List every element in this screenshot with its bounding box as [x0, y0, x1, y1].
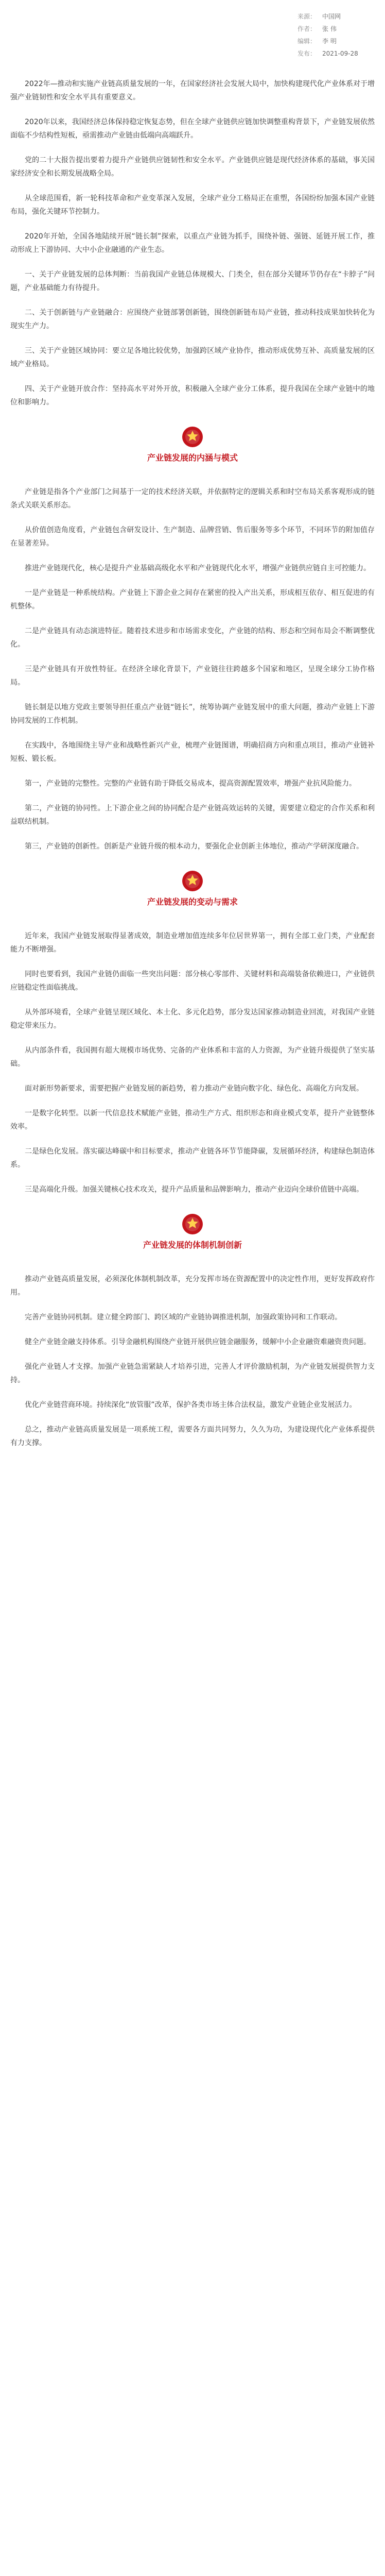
- meta-value: 张 伟: [322, 25, 337, 32]
- section-heading: [10, 426, 375, 473]
- paragraph: 一是数字化转型。以新一代信息技术赋能产业链，推动生产方式、组织形态和商业模式变革，提升产业链整体效率。: [10, 1109, 375, 1131]
- meta-row: [297, 23, 375, 35]
- section-title: 产业链发展的体制机制创新: [143, 1240, 242, 1250]
- paragraph: 产业链是指各个产业部门之间基于一定的技术经济关联，并依据特定的逻辑关系和时空布局关系客观形成的链条式关联关系形态。: [10, 488, 375, 510]
- paragraph: 从价值创造角度看，产业链包含研发设计、生产制造、品牌营销、售后服务等多个环节，不同环节的附加值存在显著差异。: [10, 526, 375, 548]
- paragraph: 链长制是以地方党政主要领导担任重点产业链“链长”，统筹协调产业链发展中的重大问题，推动产业链上下游协同发展的工作机制。: [10, 703, 375, 725]
- paragraph: 第三，产业链的创新性。创新是产业链升级的根本动力，要强化企业创新主体地位，推动产学研深度融合。: [25, 842, 363, 851]
- paragraph: 2020年开始，全国各地陆续开展“链长制”探索，以重点产业链为抓手，围绕补链、强链、延链开展工作，推动形成上下游协同、大中小企业融通的产业生态。: [10, 232, 375, 254]
- section-badge-icon: [181, 870, 204, 892]
- paragraph: 三是产业链具有开放性特征。在经济全球化背景下，产业链往往跨越多个国家和地区，呈现全球分工协作格局。: [10, 665, 375, 687]
- meta-row: [297, 47, 375, 60]
- paragraph: 2022年—推动和实施产业链高质量发展的一年，在国家经济社会发展大局中，加快构建现代化产业体系对于增强产业链韧性和安全水平具有重要意义。: [10, 80, 375, 101]
- meta-key: 编辑：: [297, 38, 317, 45]
- paragraph: 从外部环境看，全球产业链呈现区域化、本土化、多元化趋势，部分发达国家推动制造业回流，对我国产业链稳定带来压力。: [10, 1008, 375, 1030]
- section-heading: [10, 870, 375, 917]
- paragraph: 近年来，我国产业链发展取得显著成效，制造业增加值连续多年位居世界第一，拥有全部工业门类，产业配套能力不断增强。: [10, 932, 375, 954]
- paragraph: 优化产业链营商环境。持续深化“放管服”改革，保护各类市场主体合法权益，激发产业链企业发展活力。: [25, 1401, 357, 1409]
- paragraph: 从内部条件看，我国拥有超大规模市场优势、完备的产业体系和丰富的人力资源，为产业链升级提供了坚实基础。: [10, 1046, 375, 1068]
- section-title: 产业链发展的内涵与模式: [147, 453, 238, 463]
- paragraph: 第二，产业链的协同性。上下游企业之间的协同配合是产业链高效运转的关键，需要建立稳定的合作关系和利益联结机制。: [10, 804, 375, 826]
- paragraph: 从全球范围看，新一轮科技革命和产业变革深入发展，全球产业分工格局正在重塑，各国纷纷加强本国产业链布局，强化关键环节控制力。: [10, 194, 375, 216]
- paragraph: 推进产业链现代化，核心是提升产业基础高级化水平和产业链现代化水平，增强产业链供应链自主可控能力。: [25, 564, 371, 572]
- paragraph: 总之，推动产业链高质量发展是一项系统工程，需要各方面共同努力，久久为功，为建设现代化产业体系提供有力支撑。: [10, 1426, 375, 1447]
- paragraph: 三、关于产业链区域协同：要立足各地比较优势，加强跨区域产业协作，推动形成优势互补、高质量发展的区域产业格局。: [10, 347, 375, 368]
- paragraph: 同时也要看到，我国产业链仍面临一些突出问题：部分核心零部件、关键材料和高端装备依赖进口，产业链供应链稳定性面临挑战。: [10, 970, 375, 992]
- paragraph: 一、关于产业链发展的总体判断：当前我国产业链总体规模大、门类全，但在部分关键环节仍存在“卡脖子”问题，产业基础能力有待提升。: [10, 270, 375, 292]
- paragraph: 第一，产业链的完整性。完整的产业链有助于降低交易成本，提高资源配置效率，增强产业抗风险能力。: [25, 779, 356, 788]
- paragraph: 完善产业链协同机制。建立健全跨部门、跨区域的产业链协调推进机制，加强政策协同和工作联动。: [25, 1313, 342, 1321]
- section-heading: [10, 1213, 375, 1260]
- section-badge-icon: [181, 426, 204, 448]
- meta-value: 中国网: [322, 13, 341, 20]
- paragraph: 四、关于产业链开放合作：坚持高水平对外开放，积极融入全球产业分工体系，提升我国在全球产业链中的地位和影响力。: [10, 385, 375, 406]
- meta-row: [297, 35, 375, 47]
- meta-key: 发布：: [297, 50, 317, 57]
- meta-value: 李 明: [322, 38, 337, 45]
- paragraph: 在实践中，各地围绕主导产业和战略性新兴产业，梳理产业链图谱，明确招商方向和重点项目，推动产业链补短板、锻长板。: [10, 741, 375, 763]
- meta-key: 来源：: [297, 13, 317, 20]
- paragraph: 二、关于创新链与产业链融合：应围绕产业链部署创新链，围绕创新链布局产业链，推动科技成果加快转化为现实生产力。: [10, 309, 375, 330]
- meta-row: [297, 10, 375, 23]
- paragraph: 强化产业链人才支撑。加强产业链急需紧缺人才培养引进，完善人才评价激励机制，为产业链发展提供智力支持。: [10, 1363, 375, 1384]
- paragraph: 二是产业链具有动态演进特征。随着技术进步和市场需求变化，产业链的结构、形态和空间布局会不断调整优化。: [10, 627, 375, 649]
- article-meta: [297, 10, 375, 60]
- meta-key: 作者：: [297, 25, 317, 32]
- paragraph: 面对新形势新要求，需要把握产业链发展的新趋势，着力推动产业链向数字化、绿色化、高端化方向发展。: [25, 1084, 363, 1093]
- paragraph: 推动产业链高质量发展，必须深化体制机制改革，充分发挥市场在资源配置中的决定性作用，更好发挥政府作用。: [10, 1275, 375, 1297]
- paragraph: 一是产业链是一种系统结构。产业链上下游企业之间存在紧密的投入产出关系，形成相互依存、相互促进的有机整体。: [10, 589, 375, 611]
- meta-value: 2021-09-28: [322, 50, 358, 57]
- paragraph: 二是绿色化发展。落实碳达峰碳中和目标要求，推动产业链各环节节能降碳，发展循环经济，构建绿色制造体系。: [10, 1147, 375, 1169]
- paragraph: 三是高端化升级。加强关键核心技术攻关，提升产品质量和品牌影响力，推动产业迈向全球价值链中高端。: [25, 1185, 363, 1194]
- paragraph: 党的二十大报告提出要着力提升产业链供应链韧性和安全水平。产业链供应链是现代经济体系的基础，事关国家经济安全和长期发展战略全局。: [10, 156, 375, 178]
- paragraph: 2020年以来，我国经济总体保持稳定恢复态势，但在全球产业链供应链加快调整重构背景下，产业链发展依然面临不少结构性短板，亟需推动产业链由低端向高端跃升。: [10, 118, 375, 140]
- article-content: [10, 77, 375, 1461]
- section-badge-icon: [181, 1213, 204, 1235]
- paragraph: 健全产业链金融支持体系。引导金融机构围绕产业链开展供应链金融服务，缓解中小企业融资难融资贵问题。: [25, 1338, 371, 1346]
- section-title: 产业链发展的变动与需求: [147, 897, 238, 907]
